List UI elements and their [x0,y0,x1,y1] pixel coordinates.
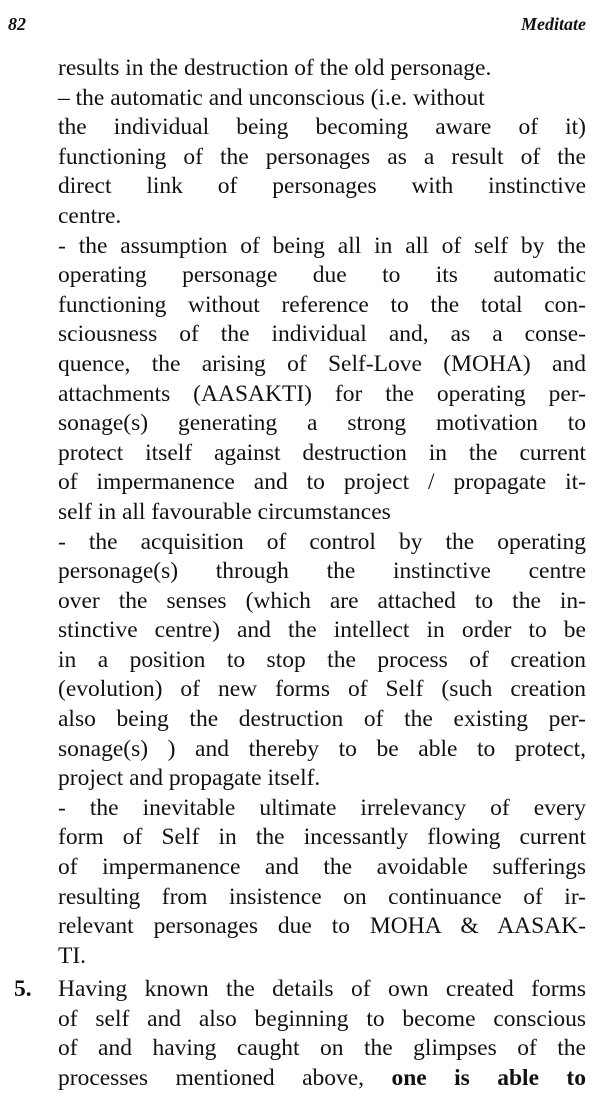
text-line: of and having caught on the glimpses of the [58,1035,586,1062]
text-line: functioning of the personages as a result of the [58,143,586,170]
text-line: personage(s) through the instinctive centre [58,558,586,585]
text-line: functioning without reference to the total con- [58,291,586,318]
text-line: – the automatic and unconscious (i.e. without [58,84,485,111]
text-line: in a position to stop the process of creation [58,646,586,673]
text-line: sonage(s) generating a strong motivation to [58,410,586,437]
text-line: direct link of personages with instinctive [58,173,586,200]
text-line: - the assumption of being all in all of self by the [58,232,586,259]
text-line: sonage(s) ) and thereby to be able to protect, [58,735,586,762]
text-line: self in all favourable circumstances [58,498,391,525]
text-line-last [58,1064,586,1094]
running-title: Meditate [521,14,586,34]
page-header [8,14,586,40]
text-line: attachments (AASAKTI) for the operating per- [58,380,586,407]
text-line: centre. [58,202,122,229]
text-line: stinctive centre) and the intellect in order to be [58,617,586,644]
text-line: resulting from insistence on continuance of ir- [58,883,586,910]
item-number: 5. [14,976,32,1002]
text-line: (evolution) of new forms of Self (such creation [58,676,586,703]
text-line: of self and also beginning to become conscious [58,1005,586,1032]
page-number: 82 [8,14,26,34]
text-line: over the senses (which are attached to the in- [58,587,586,614]
text-line: form of Self in the incessantly flowing current [58,824,586,851]
text-line: Having known the details of own created forms [58,976,586,1002]
text-line: operating personage due to its automatic [58,262,586,289]
text-line: protect itself against destruction in the current [58,439,586,466]
text-line: sciousness of the individual and, as a conse- [58,321,586,348]
text-line: TI. [58,942,87,969]
plain-text: processes mentioned above, [58,1064,392,1091]
text-line: quence, the arising of Self-Love (MOHA) and [58,350,586,377]
text-line: also being the destruction of the existing per- [58,706,586,733]
text-line: of impermanence and to project / propagate it- [58,469,586,496]
item-text [58,975,586,1093]
text-line: - the inevitable ultimate irrelevancy of every [58,794,586,821]
body-text [58,54,586,971]
text-line: project and propagate itself. [58,765,321,792]
text-line: results in the destruction of the old personage. [58,55,492,81]
text-line: - the acquisition of control by the operating [58,528,586,555]
bold-text: one is able to [391,1064,586,1091]
text-line: relevant personages due to MOHA & AASAK- [58,913,586,940]
text-line: the individual being becoming aware of it) [58,114,586,141]
text-line: of impermanence and the avoidable sufferings [58,854,586,881]
